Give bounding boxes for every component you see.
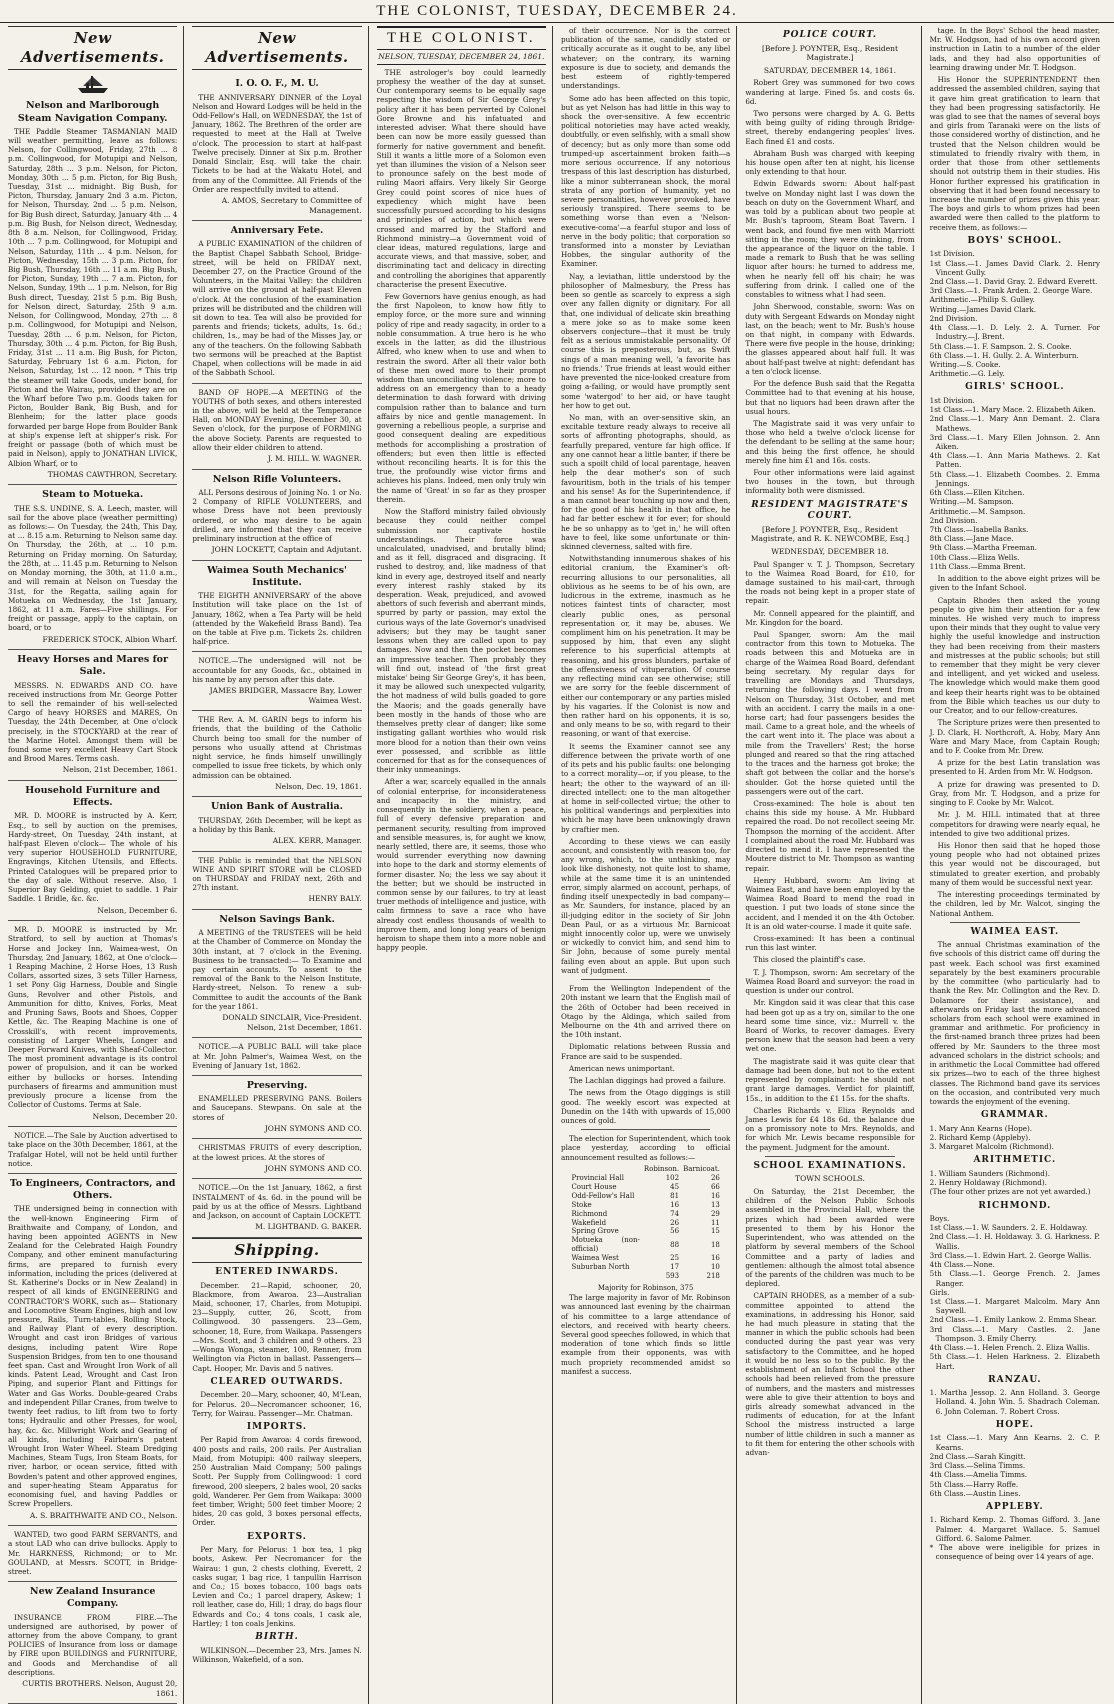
ad-moore-auction [8,921,177,1127]
editorial-paragraph: THE astrologer's boy could learnedly prophesy the weather of the day at sunset. Our contemporary seems to be equally sage respecting the wisdom of Sir George Grey's policy after it has been perverted by Colonel Gore Browne and his infatuated and interested adviser. What there should have been can now be more easily guessed than formerly for native government and benefit. Still it wants a little more of a Solomon even yet than illumines the vision of a Nelson seer to pronounce safely on the best mode of ruling Maori affairs. Very likely Sir George Grey could point scores of nice hues of expediency which might have been successfully pursued according to his designs and principles of action, but which were crossed and marred by the Stafford and Richmond ministry—a Government void of clear ideas, matured regulations, large and accurate views, and that massive, sober, and discriminating tact and delicacy in directing and controlling the aborigines that apparently characterise the present Executive. [376,67,546,289]
ad-signature: Nelson, Dec. 19, 1861. [275,781,362,791]
dateline: NELSON, TUESDAY, DECEMBER 24, 1861. [377,52,546,65]
court-paragraph: Mr. Connell appeared for the plaintiff, and Mr. Kingdon for the board. [745,608,915,627]
ad-signature: ALEX. KERR, Manager. [272,835,362,845]
table-cell: Odd-Fellow's Hall [571,1191,635,1200]
ad-signature: A. S. BRAITHWAITE AND CO., Nelson. [29,1510,178,1520]
table-row [569,1254,721,1263]
list-item: 7th Class.—Isabella Banks. [929,524,1029,534]
court-date: WEDNESDAY, DECEMBER 18. [771,546,889,556]
masthead: THE COLONIST. [377,26,546,50]
column-4 [561,26,737,1704]
list-item: 1st Division. [929,395,975,405]
boys-school-heading: BOYS' SCHOOL. [967,235,1063,246]
list-item: 9th Class.—Martha Freeman. [929,543,1038,553]
boys-prize-list [930,249,1100,378]
ad-christmas-fruits [192,1139,361,1179]
appleby-list [930,1515,1100,1561]
news-paragraph: From the Wellington Independent of the 20th instant we learn that the English mail of the 26th of October had been received in Otago by the Aldinga, which sailed from Melbourne on the 4th and arrived there on the 10th instant. [560,984,731,1040]
ad-body: THE undersigned being in connection with the well-known Engineering Firm of Braithwaite and Company, of London, and having been appointed AGENTS in New Zealand for the Celebrated Haigh Foundry Company, and other eminent manufacturing firms, are prepared to furnish every information, including the prices (delivered at St. Katherine's Docks or in New Zealand) in respect of all kinds of ENGINEERING and CONTRACTOR'S WORK, such as— Stationary and Locomotive Steam Engines, high and low pressure, Rails, Turn-tables, Rolling Stock, and Railway Plant of every description. Wrought and cast iron Bridges of various designs, including patent Wire Rope Suspension Bridges, from ten to one thousand feet span. Cast and Wrought Iron Work of all kinds. Patent Lead, Wrought and Cast Iron Piping, and superior Plant and Fittings for Water and Gas Works. Double-geared Crabs and independent Pillar Cranes, from twelve to twenty feet radius, to lift from two to forty tons; Hydraulic and other Presses, for wool, hay, &c. &c. Millwright Work and Gearing of all kinds, including Fairbairn's patent Wrought Iron Water Wheel. Steam Dredging Machines, Steam Tugs, Iron Steam Boats, for river, harbor, or ocean service, fitted with Bowden's patent and other approved engines, and super-heating Steam Apparatus for economising fuel, and having Paddles or Screw Propellers. [8,1204,178,1509]
list-item: 1. William Saunders (Richmond). [929,1168,1051,1178]
ad-title: Heavy Horses and Mares for Sale. [17,654,169,678]
court-paragraph: Cross-examined: The hole is about ten chains this side my house. A Mr. Hubbard repaired the road. Do not recollect seeing Mr. Thompson the morning of the accident. After I complained about the road Mr. Hubbard was directed to mend it. I have represented the Moutere district to Mr. Thompson as wanting repair. [745,798,915,873]
ad-body: THE Rev. A. M. GARIN begs to inform his friends, that the building of the Catholic Church being too small for the number of persons who usually attend at Christmas night service, he finds himself unwillingly compelled to issue free tickets, by which only admission can be obtained. [192,715,362,780]
ad-title: Nelson and Marlborough Steam Navigation Company. [17,100,168,124]
exam-paragraph: A prize for the best Latin translation was presented to H. Arden from Mr. W. Hodgson. [929,758,1100,777]
ad-body: THE Public is reminded that the NELSON WINE AND SPIRIT STORE will be CLOSED on THURSDAY and FRIDAY next, 26th and 27th instant. [192,855,362,893]
list-item: Arithmetic.—G. Lely. [929,369,1005,379]
table-header: Barnicoat. [683,1164,720,1173]
list-item: 2nd Division. [929,313,978,323]
ad-title: Waimea South Mechanics' Institute. [207,564,347,588]
ad-public-ball [192,1038,361,1076]
hope-heading: HOPE. [995,1419,1034,1430]
table-cell: 17 [670,1263,680,1272]
table-row [569,1210,721,1219]
ad-body: A MEETING of the TRUSTEES will be held at the Chamber of Commerce on Monday the 30th instant, at 7 o'clock in the Evening. Business to be transacted:— To Examine and pay certain accounts. To assent to the removal of the Bank to the Nelson Institute, Hardy-street, Nelson. To renew a sub-Committee to audit the accounts of the Bank for the year 1861. [192,928,362,1011]
ad-installment [192,1179,361,1237]
exam-paragraph: Captain Rhodes then asked the young people to give him their attention for a few minutes. He wished very much to impress upon their minds that they ought to value very highly the useful knowledge and instruction they had been receiving from their masters and mistresses at the public schools; but still to remember that they might be very clever and intelligent, and yet wicked and useless. The knowledge which would make them good and keep their hearts right was to be obtained from the Bible which teaches us our duty to our Creator, and to our fellow-creatures. [929,595,1100,716]
birth-heading: BIRTH. [255,1632,299,1643]
list-item: Arithmetic.—M. Sampson. [929,506,1026,516]
table-cell: 593 [665,1272,680,1281]
arithmetic-heading: ARITHMETIC. [973,1155,1057,1166]
ad-notice-sale [8,1127,177,1174]
list-item: Writing.—S. Cooke. [929,359,1001,369]
table-total-row [569,1272,721,1281]
table-cell: 15 [710,1227,720,1236]
ad-steam-company [8,96,177,485]
list-item: 1. Martha Jessop. 2. Ann Holland. 3. George Holland. 4. John Win. 5. Shadrach Coleman. 6. John Coleman. 7. Robert Cross. [929,1388,1100,1416]
appleby-heading: APPLEBY. [986,1501,1044,1512]
ad-title: I. O. O. F., M. U. [235,78,319,90]
ad-signature: THOMAS CAWTHRON, Secretary. [47,469,178,479]
ad-signature: M. LIGHTBAND. G. BAKER. [255,1222,362,1232]
ad-body: WANTED, two good FARM SERVANTS, and a stout LAD who can drive bullocks. Apply to Mr. HARKNESS, Richmond; or to Mr. GOULAND, at Messrs. SCOTT, in Bridge-street. [8,1530,178,1576]
list-item: 6th Class.—1. H. Gully. 2. A. Winterburn. [929,350,1079,360]
table-row [569,1192,721,1201]
list-item: Writing.—M. Sampson. [929,497,1014,507]
list-item: 1st Class.—1. James David Clark. 2. Henry Vincent Gully. [929,258,1100,277]
exam-paragraph: Mr. J. M. HILL intimated that at three competitors for drawing were nearly equal, he intended to give two additional prizes. [929,810,1100,838]
girls-school-heading: GIRLS' SCHOOL. [965,382,1065,393]
table-row [569,1201,721,1210]
list-item: 4th Class.—None. [929,1260,995,1270]
list-item: 3rd Class.—Selina Timms. [929,1461,1026,1471]
ad-body: THURSDAY, 26th December, will be kept as a holiday by this Bank. [192,815,362,834]
court-paragraph: Paul Spanger v. T. J. Thompson, Secretary to the Waimea Road Board, for £10, for damage sustained to his mail-cart, through the roads not being kept in a proper state of repair. [745,559,915,606]
list-item: 2nd Class.—1. H. Holdaway. 3. G. Harkness. P. Wallis. [929,1232,1100,1251]
table-cell: 16 [710,1254,720,1263]
news-paragraph: The news from the Otago diggings is still good. The weekly escort was expected at Dunedin on the 14th with upwards of 15,000 ounces of gold. [560,1088,731,1125]
article-paragraph: Nay, a leviathan, little understood by the philosopher of Malmesbury, the Press has been so gentle as scarcely to express a sigh over any fallen dignity or dignitary. For all that, one individual of delicate skin breathing a mere joke so as to make some keen observers conjecture—that it must be truly felt as a serious unmistakable personality. Of course this is preposterous, but, as Swift sings of a man meaning well, 'a favorite has no friends.' True friends at least would either have prevented the nice-looked creature from going a-failing, or would have promptly sent some 'watergod' to her aid, or have taught her how to get out. [560,271,731,410]
resident-court-heading: RESIDENT MAGISTRATE'S COURT. [751,499,909,522]
article-paragraph: It seems the Examiner cannot see any difference between the private worth of one of its pets and his public faults: one belonging to a correct morality—or, if you please, to the heart; the other to the wayward of an ill-directed intellect: one to the man altogether at home in self-collected virtue; the other to his political wanderings and perplexities into which he may have been unknowingly drawn by craftier men. [560,741,731,834]
court-paragraph: Two persons were charged by A. G. Betts with being guilty of riding through Bridge-street, thereby endangering peoples' lives. Each fined £1 and costs. [745,108,915,146]
list-item: Girls. [929,1287,950,1297]
table-header-row [569,1165,721,1174]
ad-steam-motueka [8,485,177,650]
list-item: 4th Class.—Amelia Timms. [929,1470,1028,1480]
news-paragraph: American news unimportant. [568,1063,675,1073]
ad-body: ENAMELLED PRESERVING PANS. Boilers and Saucepans. Stewpans. On sale at the stores of [192,1094,362,1122]
list-item: 3rd Class.—1. Frank Arden. 2. George Ware. [929,286,1093,296]
editorial-paragraph: Few Governors have genius enough, as had the first Napoleon, to know how fitly to employ force, or the more sure and winning policy of ripe and ready sagacity, in order to a noble consummation. A true hero is he who excels in the latter, as did the illustrious Alfred, who knew when to use and when to restrain the sword. After all their valor both of these men owed more to their prompt wisdom than unconciliating violence; more to address on an emergency than to a heady determination to dash forward with driving compulsion rather than to balance and turn affairs by nice and gentle management. In governing a rebellious people, a surprise and good consequent dealing are expeditious methods for accomplishing a prostration of offenders; but even then little is effected without reconciling hearts. It is for this the true, the profoundly wise victor firms and achieves his plans. Indeed, men only truly win the name of 'Great' in so far as they prosper therein. [376,292,546,504]
court-paragraph: The magistrate said it was quite clear that damage had been done, but not to the extent represented by complainant: he should not grant large damages. Verdict for plaintiff, 15s., in addition to the £1 15s. for the shafts. [745,1056,915,1103]
list-item: 11th Class.—Emma Brent. [929,561,1026,571]
ad-body: THE ANNIVERSARY DINNER of the Loyal Nelson and Howard Lodges will be held in the Odd-Fellow's Hall, on WEDNESDAY, the 1st of January, 1862. The Brethren of the order are requested to meet at the Hall at Twelve o'clock. The procession to start at half-past Twelve precisely. Dinner at Six p.m. Brother Donald Sinclair, Esq. will take the chair. Tickets to be had at the Wakatu Hotel, and from any of the Committee. All Friends of the Order are respectfully invited to attend. [192,92,362,194]
list-item: 5th Class.—1. Elizabeth Coombes. 2. Emma Jennings. [929,469,1100,488]
ad-body: BAND OF HOPE.—A MEETING of the YOUTHS of both sexes, and others interested in the above, will be held at the Temperance Hall, on MONDAY Evening, December 30, at Seven o'clock, for the purpose of FORMING the above Society. Parents are requested to allow their elder children to attend. [192,387,362,452]
ad-body: NOTICE.—On the 1st January, 1862, a first INSTALMENT of 4s. 6d. in the pound will be paid by us at the office of Messrs. Lightband and Jackson, on account of Captain LOCKETT. [192,1183,362,1221]
court-paragraph: This closed the plaintiff's case. [753,955,866,965]
list-item: 1st Class.—1. Margaret Malcolm. Mary Ann Saywell. [929,1297,1100,1316]
ad-body: A PUBLIC EXAMINATION of the children of the Baptist Chapel Sabbath School, Bridge-street, will be held on FRIDAY next, December 27, on the Practice Ground of the Volunteers, in the Maitai Valley: the children will arrive on the ground at half-past Eleven o'clock. At the conclusion of the examination prizes will be distributed and the children will sit down to tea. Tea will also be provided for parents and friends; tickets, adults, 1s. 6d.; children, 1s., may be had of the Misses Jay, or any of the teachers. On the following Sabbath two sermons will be preached at the Baptist Chapel, when collections will be made in aid of the Sabbath School. [192,239,362,378]
table-cell: 29 [710,1209,720,1218]
ad-body: CHRISTMAS FRUITS of every description, at the lowest prices. At the stores of [192,1143,362,1162]
ad-title: Preserving. [246,1079,308,1091]
ad-signature: Nelson, 21st December, 1861. [62,765,178,775]
ad-title: Union Bank of Australia. [211,801,343,813]
table-row [569,1263,721,1272]
news-paragraph: Diplomatic relations between Russia and France are said to be suspended. [560,1042,731,1061]
section-head-new-ads-right: New Advertisements. [192,26,361,70]
list-item: 2nd Class.—1. Emily Lankow. 2. Emma Shear. [929,1315,1097,1325]
exam-paragraph: A prize for drawing was presented to D. Gray, from Mr. T. Hodgson, and a prize for singing to F. Cooke by Mr. Walcot. [929,779,1100,808]
ad-engineers [8,1174,177,1526]
court-paragraph: John Sherwood, constable, sworn: Was on duty with Sergeant Edwards on Monday night last, on the beach; went to Mr. Bush's house on that night, in company with Edwards. There were five people in the house, drinking; the glasses appeared about half full. It was about half-past twelve at night: defendant has a ten o'clock license. [745,302,915,376]
ad-preserving [192,1076,361,1139]
list-item: 6th Class.—Ellen Kitchen. [929,488,1025,498]
list-item: (The four other prizes are not yet awarded.) [929,1187,1091,1197]
entered-text: December. 21—Rapid, schooner, 20, Blackmore, from Awaroa. 23—Australian Maid, schooner, 17, Charles, from Motupipi. 23—Supply, cutter, 26, Scott, from Collingwood. 30 passengers. 23—Gem, schooner, 18, Eure, from Waikapa. Passengers—Mrs. Scott, and 3 children and 9 others. 23—Wonga Wonga, steamer, 100, Renner, from Wellington via Picton in ballast. Passengers—Capt. Hooper, Mr. Davis and 5 natives. [192,1280,362,1373]
ship-icon [76,74,110,94]
table-cell: Richmond [571,1209,608,1218]
table-cell: 13 [710,1200,720,1209]
column-1 [8,26,184,1704]
table-header: Robinson. [643,1164,680,1173]
ad-garin-notice [192,711,361,797]
exam-paragraph: The Scripture prizes were then presented to J. D. Clark, H. Northcroft, A. Hoby, Mary Ann Ware and Mary Mace, from Captain Rough; and to F. Cooke from Mr. Drew. [929,718,1100,755]
table-row [569,1183,721,1192]
table-cell: 18 [710,1240,720,1249]
list-item: 1. Richard Kemp. 2. Thomas Gifford. 3. Jane Palmer. 4. Margaret Wallace. 5. Samuel Gifford. 6. Salome Palmer. [929,1515,1100,1543]
ad-body: NOTICE.—The undersigned will not be accountable for any Goods, &c., obtained in his name by any person after this date. [192,656,362,684]
list-item: * The above were ineligible for prizes in consequence of being over 14 years of age. [929,1543,1100,1562]
table-cell: 11 [710,1218,720,1227]
exports-heading: EXPORTS. [247,1531,307,1542]
school-exam-subheading: TOWN SCHOOLS. [795,1174,865,1184]
ad-signature: JOHN LOCKETT, Captain and Adjutant. [211,545,362,555]
ad-wine-store [192,852,361,910]
grammar-heading: GRAMMAR. [980,1110,1049,1121]
divider [581,979,710,980]
court-paragraph: T. J. Thompson, sworn: Am secretary of the Waimea Road Board and surveyor: the road in question is under our control. [745,967,915,996]
table-row [569,1236,721,1254]
ad-body: THE EIGHTH ANNIVERSARY of the above Institution will take place on the 1st of January, 1862, when a Tea Party will be held (attended by the Wakefield Brass Band). Tea on the table at Five p.m. Tickets 2s. children half-price. [192,591,362,647]
ranzau-list [930,1388,1100,1416]
list-item: 5th Class.—Harry Roffe. [929,1479,1019,1489]
table-cell: 16 [670,1200,680,1209]
list-item: 1st Class.—1. W. Saunders. 2. E. Holdaway. [929,1223,1088,1233]
ad-body: MR. D. MOORE is instructed by Mr. Stratford, to sell by auction at Thomas's Horse and Jockey Inn, Waimea-west, On Thursday, 2nd January, 1862, at One o'clock— 1 Reaping Machine, 2 Horse Hoes, 13 Rush Collars, assorted sizes, 3 sets Tiller Harness, 1 set Pony Gig Harness, Double and Single Guns, Revolver and other Pistols, and Ammunition for ditto, Knives, Forks, Meat and Pruning Saws, Boots and Shoes, Copper Kettle, &c. The Reaping Machine is one of Crosskill's, with recent improvements, consisting of Larger Wheels, Longer and Deeper Forward Knives, with Sheaf-Collector. The most prominent advantage is its control power of propulsion, and it can be worked either by bullocks or horses. Intending purchasers of firearms and ammunition must previously procure a license from the Collector of Customs. Terms at Sale. [8,925,178,1110]
list-item: 1st Division. [929,249,975,259]
list-item: 3rd Class.—1. Mary Castles. 2. Jane Thompson. 3. Emily Cherry. [929,1324,1100,1343]
table-cell: 16 [710,1191,720,1200]
ad-insurance [8,1582,177,1704]
table-cell: 88 [670,1240,680,1249]
cleared-text: December. 20—Mary, schooner, 40, M'Lean, for Pelorus. 20—Necromancer schooner, 16, Terry, for Wairau. Passenger—Mr. Chatman. [192,1390,362,1418]
ad-body: NOTICE.—The Sale by Auction advertised to take place on the 30th December, 1861, at the Trafalgar Hotel, will not be held until further notice. [8,1131,178,1168]
table-cell: 66 [710,1182,720,1191]
table-cell: 25 [670,1254,680,1263]
court-paragraph: Mr. Kingdon said it was clear that this case had been got up as a try on, similar to the one heard some time since, viz.: Murrell v. the Board of Works, to recover damages. Every person knew that the season had been a very wet one. [745,998,915,1054]
list-item: 4th Class.—1. Ann Maria Mathews. 2. Kat Patten. [929,451,1100,470]
ad-signature: JOHN SYMONS AND CO. [264,1163,362,1173]
court-paragraph: Edwin Edwards sworn: About half-past twelve on Monday night last I was down the beach on duty on the Government Wharf, and was told by a publican about two people at Mr. Bush's taproom, Steam Boat Tavern. I went back, and found five men with Marriott sitting in the room; they were drinking, from the appearance of the liquor on the table. I made a remark to Bush that he was selling liquor after hours: he turned to address me, when he nearly fell off his chair; he was suffering from drink. I called one of the constables to witness what I had seen. [745,179,915,300]
court-paragraph: Paul Spanger, sworn: Am the mail contractor from this town to Motueka. The roads between this and Motueka are in charge of the Waimea Road Board, defendant being secretary. My regular days for travelling are Mondays and Thursdays, returning the following days. I went from Nelson on Thursday, 31st October, and met with an accident. I carry the mails in a one-horse cart; had four passengers besides the mail. Came to a great hole, and the wheels of the cart went into it. The place was about a mile from the Travellers' Rest; the horse plunged and reared so that the ring attached to the traces and the harness got broke; the shaft got between the collar and the horse's shoulder. Got the horse quieted until the passengers were out of the cart. [745,630,915,796]
list-item: Arithmetic.—Philip S. Gulley. [929,295,1035,305]
ad-body: MESSRS. N. EDWARDS AND CO. have received instructions from Mr. George Potter to sell the remainder of his well-selected Cargo of heavy HORSES and MARES, On Tuesday, the 24th December, at One o'clock precisely, in the STOCKYARD at the rear of the Marine Hotel. Amongst them will be found some very excellent Heavy Cart Stock and Brood Mares. Terms cash. [8,680,178,764]
table-cell: Suburban North [571,1263,630,1272]
ad-body: THE S.S. UNDINE, S. A. Leech, master, will sail for the above place (weather permitting) as follows:— On Tuesday, the 24th, This Day, at ... 8.15 a.m. Returning to Nelson same day. On Thursday, the 26th, at ... 10 p.m. Returning on Friday morning. On Saturday, the 28th, at ... 11.45 p.m. Returning to Nelson on Monday morning, the 30th, at 11.0 a.m., and will remain at Nelson on Tuesday the 31st, for the Regatta, sailing again for Motueka on Wednesday, the 1st January, 1862, at 11 a.m. Fares—Five shillings. For freight or passage, apply to the captain, on board, or to [8,503,178,633]
hope-list [930,1433,1100,1498]
birth-text: WILKINSON.—December 23, Mrs. James N. Wilkinson, Wakefield, of a son. [192,1645,362,1664]
list-item: 3rd Class.—1. Edwin Hart. 2. George Wallis. [929,1250,1092,1260]
exam-paragraph: tage. In the Boys' School the head master, Mr. W. Hodgson, had of his own accord given instruction in Latin to a number of the elder lads, and they had also opportunities of learning drawing under Mr. T. Hodgson. [929,26,1100,72]
ad-farm-servants [8,1526,177,1582]
table-cell: 56 [670,1227,680,1236]
list-item: 3. Margaret Malcolm (Richmond). [929,1142,1054,1152]
list-item: 4th Class.—1. D. Lely. 2. A. Turner. For Industry.—J. Brent. [929,323,1100,342]
election-table [569,1165,721,1281]
cleared-heading: CLEARED OUTWARDS. [210,1376,344,1387]
table-cell: 218 [706,1272,720,1281]
table-cell [569,1272,641,1281]
imports-heading: IMPORTS. [246,1421,308,1432]
column-2 [192,26,368,1704]
list-item: 1. Mary Ann Kearns (Hope). [929,1123,1033,1133]
table-cell: Provincial Hall [571,1173,624,1182]
exam-paragraph: His Honor the SUPERINTENDENT then addressed the assembled children, saying that it gave him great gratification to learn that they had been progressing satisfactorily. He was glad to see that the names of several boys and girls from Taranaki were on the lists of those considered worthy of distinction, and he trusted that the Nelson children would be stimulated to friendly rivalry with them, in order that those from other settlements should not outstrip them in their studies. His Honor further expressed his gratification in observing that it had been found necessary to increase the number of prizes given this year. The boys and girls to whom prizes had been awarded were then called to the platform to receive them, as follows:— [929,75,1100,232]
table-cell: Motueka (non-official) [571,1236,640,1254]
table-row [569,1219,721,1228]
list-item: 2. Henry Holdaway (Richmond). [929,1178,1047,1188]
list-item: 6th Class.—Austin Lines. [929,1488,1021,1498]
running-title: THE COLONIST, TUESDAY, DECEMBER 24. [376,2,738,19]
divider [765,1156,894,1157]
ad-signature: A. AMOS, Secretary to Committee of Management. [221,195,362,215]
ad-signature: Nelson, December 6. [97,905,178,915]
table-header [569,1165,641,1174]
divider [950,922,1080,923]
ad-body: THE Paddle Steamer TASMANIAN MAID will weather permitting, leave as follows: Nelson, for Collingwood, Friday, 27th ... 8 p.m. Collingwood, for Motupipi and Nelson, Saturday, 28th ... 3 p.m. Nelson, for Picton, Monday, 30th ... 5 p.m. Picton, for Big Bush, Tuesday, 31st ... midnight. Big Bush, for Picton, Thursday, January 2nd 3 a.m. Picton, for Nelson, Thursday, 2nd ... 5 p.m. Nelson, for Big Bush direct, Saturday, January 4th ... 4 p.m. Big Bush, for Nelson direct, Wednesday, 8th 8 a.m. Nelson, for Collingwood, Friday, 10th ... 7 p.m. Collingwood, for Motupipi and Nelson, Saturday, 11th ... 4 p.m. Nelson, for Picton, Wednesday, 15th ... 3 p.m. Picton, for Big Bush, Thursday, 16th ... 11 a.m. Big Bush, for Picton, Sunday, 19th ... 7 a.m. Picton, for Nelson, Sunday, 19th ... 1 p.m. Nelson, for Big Bush direct, Tuesday, 21st 5 p.m. Big Bush, for Nelson direct, Saturday, 25th 9 a.m. Nelson, for Collingwood, Monday, 27th ... 8 p.m. Collingwood, for Motupipi and Nelson, Tuesday, 28th ... 6 p.m. Nelson, for Picton, Thursday, 30th ... 4 p.m. Picton, for Big Bush, Friday, 31st ... 11 a.m. Big Bush, for Picton, Saturday, February 1st 6 a.m. Picton, for Nelson, Saturday, 1st ... 12 noon. * This trip the steamer will take Goods, under bond, for Picton and the Wairau, provided they are on the Wharf before Two p.m. Goods taken for Picton, Boulder Bank, Big Bush, and for Blenheim; for the latter place goods forwarded per barge Hope from Boulder Bank at ship's expense left at shipper's risk. For freight or passage (both of which must be paid in Nelson), apply to JONATHAN LIVICK, Albion Wharf, or to [8,126,178,468]
list-item: 5th Class.—1. Helen Harkness. 2. Elizabeth Hart. [929,1352,1100,1371]
list-item: 2nd Class.—1. David Gray. 2. Edward Everett. [929,276,1098,286]
ad-title: New Zealand Insurance Company. [29,1586,156,1610]
ad-signature: HENRY BALY. [308,894,362,904]
entered-heading: ENTERED INWARDS. [215,1267,339,1278]
list-item: 4th Class.—1. Helen French. 2. Eliza Wallis. [929,1343,1090,1353]
table-row [569,1174,721,1183]
table-cell: 26 [710,1173,720,1182]
table-cell: 102 [665,1173,680,1182]
girls-prize-list [930,396,1100,571]
ad-title: Nelson Savings Bank. [219,914,335,925]
ad-savings-bank [192,910,361,1038]
ad-title: Anniversary Fete. [230,225,324,237]
police-court-subheading: [Before J. POYNTER, Esq., Resident Magistrate.] [761,43,899,63]
ad-household [8,781,177,921]
editorial-paragraph: After a war, scarcely equalled in the annals of colonial enterprise, for inconsiderateness and incapacity in the ministry, and consequently in the soldiery, when a peace, full of every defensive preparation and permanent security, resulting from improved and sensible measures, is, for aught we know, nearly settled, there are, it seems, those who would surrender everything now dawning into hope to the dark and stormy elements of former disaster. No; the less we say about it the better; but we should be instructed in common sense by our failures, to try at least truer methods of intelligence and justice, with calm firmness to save a race who have already cost endless thousands of wealth to improve them, and long long years of benign heroism to shape them into a more noble and happy people. [376,777,546,953]
running-header [0,0,1114,23]
ad-body: MR. D. MOORE is instructed by A. Kerr, Esq., to sell by auction on the premises, Hardy-street, On Tuesday, 24th instant, at half-past Eleven o'clock— The whole of his very superior HOUSEHOLD FURNITURE, Engravings, Kitchen Utensils, and Effects. Printed Catalogues will be prepared prior to the day of sale. Without reserve. Also, 1 Superior Bay Gelding, quiet to saddle. 1 Pair Saddle. 1 Bridle, &c. &c. [8,811,178,904]
list-item: Writing.—James David Clark. [929,304,1037,314]
list-item: 2. Richard Kemp (Appleby). [929,1132,1031,1142]
richmond-list [930,1214,1100,1371]
table-cell: Waimea West [571,1254,619,1263]
table-cell: Wakefield [571,1218,607,1227]
ad-anniversary-fete [192,221,361,383]
police-court-heading: POLICE COURT. [782,30,878,40]
ad-oddfellows [192,74,361,221]
ad-rifle-volunteers [192,470,361,561]
ad-title: Nelson Rifle Volunteers. [212,473,342,485]
list-item: 5th Class.—1. F. Sampson. 2. S. Cooke. [929,341,1072,351]
exam-paragraph: CAPTAIN RHODES, as a member of a sub-committee appointed to attend the examinations, in addressing his Honor, said he had much pleasure in stating that the manner in which the public schools had been conducted during the past year was very satisfactory to the Committee, and he hoped it would be no less so to the public. By the establishment of an Infant School the other schools had been relieved from the pressure of numbers, and the masters and mistresses were able to give their attention to boys and girls already somewhat advanced in the rudiments of education, for at the Infant School the mistress instructed a large number of little children in such a manner as to fit them for entering the other schools with advan- [745,1291,915,1458]
table-cell: 45 [670,1182,680,1191]
exam-paragraph: On Saturday, the 21st December, the children of the Nelson Public Schools assembled in the Provincial Hall, where the prizes which had been awarded were presented to them by his Honor the Superintendent, who was attended on the platform by several members of the School Committee and a party of ladies and gentlemen: although the almost total absence of the parents of the children was much to be deplored. [745,1186,915,1289]
list-item: 2nd Division. [929,515,978,525]
article-paragraph: Notwithstanding innumerous shakes of his editorial cranium, the Examiner's oft-recurring allusions to our personalities, all oblivious as he seems to be of his own, are ludicrous in the extreme, inasmuch as he notices faintest tints of character, most clearly public ones, as personal representation or, it may be, abuses. We compliment him on his penetration. It may be supposed by him, that even any slight reference to his superficial attempts at reasoning, and his gross blunders, partake of the offensiveness of vituperation. Of course any reflecting mind can see otherwise; still we are sorry for the feeble discernment of either our contemporary or any parties misled by his vagaries. If the Colonist is now and then rather hard on his opponents, it is so, and only means to be so, with regard to their reasoning, or want of that exercise. [560,554,731,739]
arithmetic-list [930,1169,1100,1197]
waimea-east-heading: WAIMEA EAST. [970,926,1060,937]
court-paragraph: Cross-examined: It has been a continual run this last winter. [745,934,915,953]
column-3 [377,26,553,1704]
list-item: 3rd Class.—1. Mary Ellen Johnson. 2. Ann Aiken. [929,432,1100,451]
resident-court-subheading: [Before J. POYNTER, Esq., Resident Magistrate, and R. K. NEWCOMBE, Esq.] [750,524,910,544]
ad-signature: J. M. HILL. W. WAGNER. [267,454,362,464]
ad-signature: JAMES BRIDGER, Massacre Bay, Lower Waimea West. [209,686,362,705]
court-date: SATURDAY, DECEMBER 14, 1861. [763,65,897,75]
ad-title: To Engineers, Contractors, and Others. [9,1178,176,1202]
court-paragraph: For the defence Bush said that the Regatta Committee had to that evening at his house, but that no liquors had been drawn after the usual hours. [745,379,915,416]
ad-union-bank [192,797,361,851]
article-paragraph: According to these views we can easily account, and consistently with reason too, for any wrong, which, to the unthinking, may look like dishonesty, not quite lost to shame, while at the same time it is an unintended error, simply alarmed on account, perhaps, of finding itself unexpectedly in bad company—as Mr. Saunders, for instance, placed by an ill-judging editor in the society of Sir John Dean Paul, or as a virtuous Mr. Barnicoat might innocently color up, were we unwisely or wickedly to convict him, and send him to Sir John, because of some purely mental failing even about an apple. But upon such want of judgment. [560,836,731,975]
ad-band-of-hope [192,384,361,470]
table-cell: 74 [670,1209,680,1218]
article-paragraph: No man, with an over-sensitive skin, an excitable texture ready always to receive all sorts of affronting photographs, should, as fearfully prepared, venture far high office. If any one cannot hear a little banter, if there be such a spoilt child of local parentage, heaven help the dear mother's son of such favouritism, both in the trials of his temper and his sense! As for the Superintendence, if a man cannot bear touching up now and then, for the good of his health in that office, he had far better eschew it for ever; for should he be so unhappy as to 'get in,' he will often have to feel, like some unfortunate or thin-skinned cleverness, salted with fire. [560,412,731,552]
table-cell: 81 [670,1191,680,1200]
ad-signature: DONALD SINCLAIR, Vice-President. Nelson, 21st December, 1861. [222,1013,362,1032]
exam-paragraph: In addition to the above eight prizes will be given to the Infant School. [929,574,1100,593]
column-6 [930,26,1106,1704]
ad-title: Steam to Motueka. [42,489,144,501]
column-5 [745,26,921,1704]
list-item: Boys. [929,1214,950,1224]
table-cell: Stoke [571,1200,592,1209]
table-cell: 10 [710,1263,720,1272]
majority-line: Majority for Robinson, 375 [597,1284,694,1293]
ad-body: ALL Persons desirous of Joining No. 1 or No. 2 Company of RIFLE VOLUNTEERS, and whose Dress have not been previously ordered, or who may desire to be again drilled, are informed that they can receive preliminary instruction at the office of [192,487,362,543]
ad-body: NOTICE.—A PUBLIC BALL will take place at Mr. John Palmer's, Waimea West, on the Evening of January 1st, 1862. [192,1042,362,1070]
court-paragraph: Robert Grey was summoned for two cows wandering at large. Fined 5s. and costs 6s. 6d. [745,78,915,106]
ad-signature: CURTIS BROTHERS. Nelson, August 20, 1861. [22,1679,178,1698]
list-item: 5th Class.—1. George French. 2. James Ranger. [929,1269,1100,1288]
school-exam-heading: SCHOOL EXAMINATIONS. [753,1160,907,1171]
list-item: 2nd Class.—1. Mary Ann Demant. 2. Clara Mathews. [929,414,1100,433]
ad-signature: Nelson, December 20. [92,1111,178,1121]
ad-body: INSURANCE FROM FIRE.—The undersigned are authorised, by power of attorney from the above Company, to grant POLICIES of Insurance from loss or damage by FIRE upon BUILDINGS and FURNITURE, and Goods and Merchandise of all descriptions. [8,1612,178,1677]
list-item: 10th Class.—Eliza Wells. [929,552,1020,562]
ranzau-heading: RANZAU. [988,1374,1042,1385]
imports-text: Per Rapid from Awaroa: 4 cords firewood, 400 posts and rails, 200 rails. Per Australian Maid, from Motupipi: 400 railway sleepers, 250 Australian Maid Company; 500 palings Scott. Per Supply from Collingwood: 1 cord firewood, 200 sleepers, 2 bales wool, 20 sacks gold, Wanderer. Per Gem from Waikapa: 3000 feet timber, Wright; 500 feet timber Moore; 2 hides, 20 cas gold, 3 boxes personal effects, Order. [192,1435,362,1528]
exam-paragraph: His Honor then said that he hoped those young people who had not obtained prizes this year would not be discouraged, but stimulated to greater exertion, and probably many of them would be successful next year. [929,840,1100,887]
editorial-paragraph: Now the Stafford ministry failed obviously because they could neither compel submission nor captivate hostile understandings. Their force was uncalculated, unadvised, and brutally blind; and as it fell, disgraced and disgracing. It rushed to destroy, and, like madness of that kind in every age, destroyed itself and nearly every interest rashly staked by its desperation. Weak, prejudiced, and avowed abettors of such feverish and aberrant minds, spurred by party or passion, may extol the curious ways of the late Governor's unadvised advisers; but they may be taught saner lessons when they are called upon to pay damages. Now and then the pocket becomes an impressive teacher. Then probably they will find out, instead of 'the first great mistake' being Sir George Grey's, it has been, it may be allowed such unexpected vulgarity, the hot madness of wild bulls goaded to gore the Maoris; and the goads generally have been mostly in the hands of those who are themselves pretty clear of danger; like some instigating gallant worthies who would risk more blood for a notion than their own veins ever possessed, and scribble as little concerned for that as for the consequences of their inky unmeanings. [376,507,546,775]
table-row [569,1227,721,1236]
news-paragraph: The Lachlan diggings had proved a failure. [568,1076,726,1086]
ad-title: Household Furniture and Effects. [25,785,161,809]
article-paragraph: Some ado has been affected on this topic, but as yet Nelson has had little in this way to shock the over-sensitive. A few eccentric political notorieties may have acted weakly, doubtfully, or even selfishly, with a small show of decency; but as only more than some odd trumped-up ascertainment broken faith—a more serious occurrence. If any notorious trespass of this last description has disturbed, like a minor subterranean shock, the moral strata of any portion of humanity, yet no severe personalities, however provoked, have seriously transpired. There seems to be something worse than even a 'Nelson-executive-coma'—a fearful stupor and loss of nerve in the body politic; that corporation so transformed into a monster by Leviathan Hobbes, the singular authority of the Examiner. [560,93,731,269]
ad-bridger-notice [192,652,361,711]
news-paragraph: The election for Superintendent, which took place yesterday, according to official announcement resulted as follows:— [560,1134,731,1162]
court-paragraph: Henry Hubbard, sworn: Am living at Waimea East, and have been employed by the Waimea Road Board to mend the road in question. I put two loads of stone since the accident, and I mended it on the 4th October. It is an old water-course. I made it quite safe. [745,875,915,931]
divider [581,1129,710,1130]
ad-mechanics-institute [192,561,361,653]
article-paragraph: of their occurrence. Nor is the correct publication of the same, candidly stated or critically accurate as it ought to be, any libel whatever; on the contrary, its warning exposure is due to society, and demands the best esteem of rightly-tempered understandings. [560,26,731,91]
exports-text: Per Mary, for Pelorus: 1 box tea, 1 pkg boots, Askew. Per Necromancer for the Wairau: 1 gun, 2 chests clothing, Everett, 2 casks sugar, 1 bag rice, 1 tanpullin Harrison and Co.; 15 boxes tobacco, 100 bags oats Levien and Co.; 1 parcel drapery, Askew; 1 roll leather, case do, Hill; 1 dray, do bags flour Edwards and Co.; 4 tons coals, 1 cask ale, Hartley; 1 ton coals Jenkins. [192,1545,362,1628]
ad-signature: JOHN SYMONS AND CO. [264,1123,362,1133]
court-paragraph: The Magistrate said it was very unfair to those who held a twelve o'clock license for the defendant to be selling at the same hour; and this being the first offence, he should merely fine him £1 and 16s. costs. [745,418,915,465]
exam-paragraph: The annual Christmas examination of the five schools of this district came off during the past week. Each school was first examined separately by the best examiners procurable by the committee (who particularly had to thank the Rev. Mr. Collington and the Rev. D. Dolamore for their assistance), and afterwards on Friday last the more advanced scholars from each school were examined in grammar and arithmetic. For proficiency in the first-named branch three prizes had been offered by Mr. Saunders to the three most advanced scholars in the district schools; and in arithmetic the Local Committee had offered six prizes—two to each of the three highest classes. The Richmond band gave its services on the occasion, and contributed very much towards the enjoyment of the evening. [929,940,1100,1106]
list-item: 2nd Class.—Sarah Kingitt. [929,1451,1026,1461]
list-item: 1st Class.—1. Mary Mace. 2. Elizabeth Aiken. [929,405,1096,415]
court-paragraph: Abraham Bush was charged with keeping his house open after ten at night, his license only extending to that hour. [745,148,915,177]
table-cell: Spring Grove [571,1227,619,1236]
list-item: 1st Class.—1. Mary Ann Kearns. 2. C. P. Kearns. [929,1433,1100,1452]
ad-heavy-horses [8,650,177,781]
court-paragraph: Four other informations were laid against two houses in the town, but through informality both were dismissed. [745,468,915,496]
table-cell: Court House [571,1182,617,1191]
court-paragraph: Charles Richards v. Eliza Reynolds and James Lewis for £4 18s 6d. the balance due on a promissory note to Mrs. Reynolds, and for which Mr. Lewis became responsible for the payment. Judgment for the amount. [745,1105,915,1152]
section-head-shipping: Shipping. [192,1238,361,1263]
grammar-list [930,1124,1100,1152]
ad-signature: FREDERICK STOCK, Albion Wharf. [42,634,178,644]
richmond-heading: RICHMOND. [978,1200,1052,1211]
section-head-new-ads-left: New Advertisements. [8,26,177,70]
list-item: 8th Class.—Jane Mace. [929,534,1014,544]
exam-paragraph: The interesting proceedings terminated by the children, led by Mr. Walcot, singing the National Anthem. [929,890,1100,918]
columns [8,26,1106,1698]
table-cell: 26 [670,1218,680,1227]
news-paragraph: The large majority in favor of Mr. Robinson was announced last evening by the chairman of his committee to a large attendance of electors, and received with hearty cheers. Several good speeches followed, in which that moderation of tone which finds so little example from their opponents, was with much propriety recommended amidst so manifest a success. [560,1293,731,1376]
